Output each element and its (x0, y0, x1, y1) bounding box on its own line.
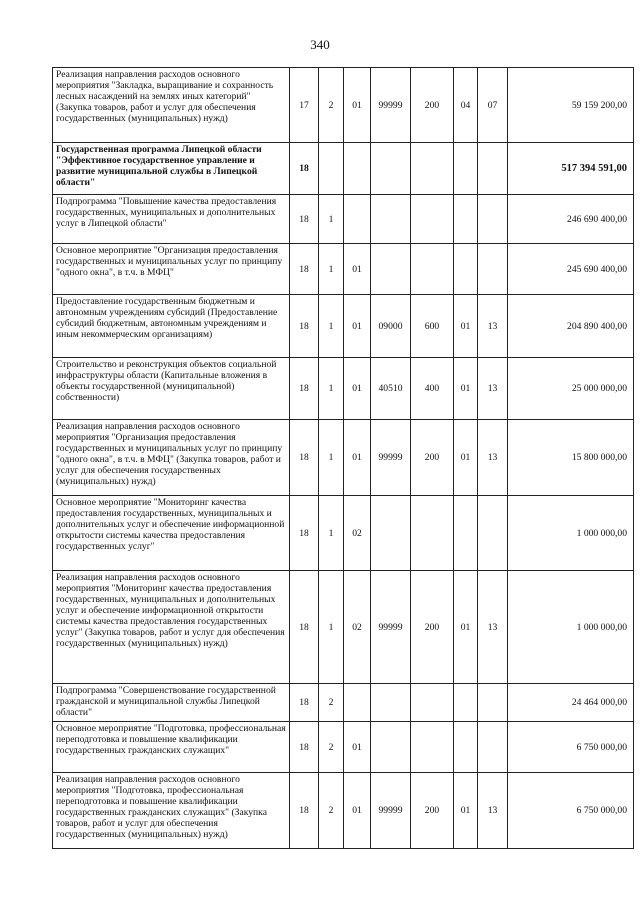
code-cell: 18 (290, 684, 319, 722)
code-cell: 18 (290, 358, 319, 420)
amount-cell: 1 000 000,00 (508, 496, 634, 571)
code-cell: 99999 (371, 420, 411, 496)
code-cell: 99999 (371, 773, 411, 849)
amount-cell: 1 000 000,00 (508, 571, 634, 684)
amount-cell: 59 159 200,00 (508, 68, 634, 143)
code-cell: 18 (290, 244, 319, 295)
code-cell (478, 722, 508, 773)
row-name-cell: Реализация направления расходов основного мероприятия "Мониторинг качества предоставления государственных, муниципальных и дополнительных услуг и обеспечение информационной открытости системы качества предоставления государственных услуг" (Закупка товаров, работ и услуг для обеспечения государственных (муниципальных) нужд) (53, 571, 290, 684)
row-name-cell: Строительство и реконструкция объектов социальной инфраструктуры области (Капитальные вложения в объекты государственной (муниципальной) собственности) (53, 358, 290, 420)
code-cell: 18 (290, 722, 319, 773)
code-cell: 400 (411, 358, 454, 420)
code-cell: 01 (344, 420, 371, 496)
code-cell (371, 244, 411, 295)
code-cell (478, 143, 508, 195)
table-row (53, 244, 634, 295)
code-cell: 40510 (371, 358, 411, 420)
code-cell (371, 195, 411, 244)
code-cell: 2 (319, 68, 344, 143)
table-row (53, 496, 634, 571)
code-cell: 18 (290, 571, 319, 684)
row-name-cell: Подпрограмма "Совершенствование государственной гражданской и муниципальной службы Липецкой области" (53, 684, 290, 722)
code-cell (478, 496, 508, 571)
row-name-cell: Реализация направления расходов основного мероприятия "Подготовка, профессиональная переподготовка и повышение квалификации государственных гражданских служащих" (Закупка товаров, работ и услуг для обеспечения государственных (муниципальных) нужд) (53, 773, 290, 849)
row-name-cell: Основное мероприятие "Организация предоставления государственных и муниципальных услуг по принципу "одного окна", в т.ч. в МФЦ" (53, 244, 290, 295)
page-number: 340 (310, 37, 330, 52)
code-cell: 18 (290, 773, 319, 849)
code-cell (371, 496, 411, 571)
code-cell (454, 722, 478, 773)
row-name-cell: Основное мероприятие "Подготовка, профессиональная переподготовка и повышение квалификации государственных гражданских служащих" (53, 722, 290, 773)
code-cell: 01 (344, 358, 371, 420)
code-cell: 2 (319, 684, 344, 722)
table-row (53, 773, 634, 849)
code-cell: 01 (454, 571, 478, 684)
code-cell: 13 (478, 295, 508, 358)
code-cell: 1 (319, 571, 344, 684)
code-cell: 18 (290, 420, 319, 496)
code-cell (411, 496, 454, 571)
code-cell: 02 (344, 571, 371, 684)
code-cell (478, 244, 508, 295)
code-cell (411, 143, 454, 195)
code-cell: 01 (344, 244, 371, 295)
code-cell: 2 (319, 773, 344, 849)
table-row (53, 143, 634, 195)
code-cell: 01 (454, 773, 478, 849)
amount-cell: 24 464 000,00 (508, 684, 634, 722)
code-cell (454, 143, 478, 195)
code-cell (454, 496, 478, 571)
table-row (53, 684, 634, 722)
code-cell (478, 195, 508, 244)
amount-cell: 204 890 400,00 (508, 295, 634, 358)
code-cell: 1 (319, 358, 344, 420)
code-cell (344, 143, 371, 195)
table-row (53, 420, 634, 496)
code-cell: 1 (319, 420, 344, 496)
code-cell: 13 (478, 773, 508, 849)
code-cell: 99999 (371, 68, 411, 143)
table-row (53, 571, 634, 684)
table-row (53, 295, 634, 358)
code-cell (344, 195, 371, 244)
code-cell: 200 (411, 68, 454, 143)
amount-cell: 15 800 000,00 (508, 420, 634, 496)
code-cell: 01 (344, 68, 371, 143)
code-cell: 07 (478, 68, 508, 143)
code-cell: 04 (454, 68, 478, 143)
code-cell (371, 684, 411, 722)
code-cell (411, 195, 454, 244)
code-cell (411, 722, 454, 773)
code-cell: 01 (344, 295, 371, 358)
code-cell (454, 684, 478, 722)
table-row (53, 358, 634, 420)
code-cell (344, 684, 371, 722)
row-name-cell: Государственная программа Липецкой области "Эффективное государственное управление и развитие муниципальной службы в Липецкой области" (53, 143, 290, 195)
code-cell (454, 244, 478, 295)
code-cell: 99999 (371, 571, 411, 684)
code-cell (371, 143, 411, 195)
code-cell: 200 (411, 773, 454, 849)
code-cell (319, 143, 344, 195)
code-cell (454, 195, 478, 244)
table-row (53, 195, 634, 244)
budget-table (52, 67, 634, 849)
code-cell: 01 (454, 358, 478, 420)
code-cell: 02 (344, 496, 371, 571)
code-cell: 09000 (371, 295, 411, 358)
row-name-cell: Подпрограмма "Повышение качества предоставления государственных, муниципальных и дополнительных услуг в Липецкой области" (53, 195, 290, 244)
code-cell: 600 (411, 295, 454, 358)
code-cell: 13 (478, 358, 508, 420)
amount-cell: 246 690 400,00 (508, 195, 634, 244)
code-cell: 1 (319, 496, 344, 571)
row-name-cell: Основное мероприятие "Мониторинг качества предоставления государственных, муниципальных и дополнительных услуг и обеспечение информационной открытости системы качества предоставления государственных услуг" (53, 496, 290, 571)
code-cell: 1 (319, 295, 344, 358)
code-cell: 01 (344, 722, 371, 773)
code-cell (478, 684, 508, 722)
code-cell (411, 244, 454, 295)
code-cell: 01 (454, 295, 478, 358)
code-cell: 13 (478, 420, 508, 496)
code-cell: 17 (290, 68, 319, 143)
row-name-cell: Предоставление государственным бюджетным и автономным учреждениям субсидий (Предоставление субсидий бюджетным, автономным учреждениям и иным некоммерческим организациям) (53, 295, 290, 358)
row-name-cell: Реализация направления расходов основного мероприятия "Организация предоставления государственных и муниципальных услуг по принципу "одного окна", в т.ч. в МФЦ" (Закупка товаров, работ и услуг для обеспечения государственных (муниципальных) нужд) (53, 420, 290, 496)
code-cell: 01 (454, 420, 478, 496)
code-cell: 18 (290, 143, 319, 195)
code-cell: 1 (319, 195, 344, 244)
code-cell: 1 (319, 244, 344, 295)
code-cell: 200 (411, 420, 454, 496)
code-cell: 200 (411, 571, 454, 684)
code-cell: 18 (290, 295, 319, 358)
amount-cell: 245 690 400,00 (508, 244, 634, 295)
code-cell: 13 (478, 571, 508, 684)
amount-cell: 6 750 000,00 (508, 722, 634, 773)
amount-cell: 25 000 000,00 (508, 358, 634, 420)
amount-cell: 6 750 000,00 (508, 773, 634, 849)
table-body (53, 68, 634, 849)
code-cell (411, 684, 454, 722)
table-row (53, 722, 634, 773)
code-cell: 18 (290, 195, 319, 244)
code-cell: 01 (344, 773, 371, 849)
code-cell: 2 (319, 722, 344, 773)
table-row (53, 68, 634, 143)
amount-cell: 517 394 591,00 (508, 143, 634, 195)
row-name-cell: Реализация направления расходов основного мероприятия "Закладка, выращивание и сохранность лесных насаждений на землях иных категорий" (Закупка товаров, работ и услуг для обеспечения государственных (муниципальных) нужд) (53, 68, 290, 143)
code-cell (371, 722, 411, 773)
code-cell: 18 (290, 496, 319, 571)
